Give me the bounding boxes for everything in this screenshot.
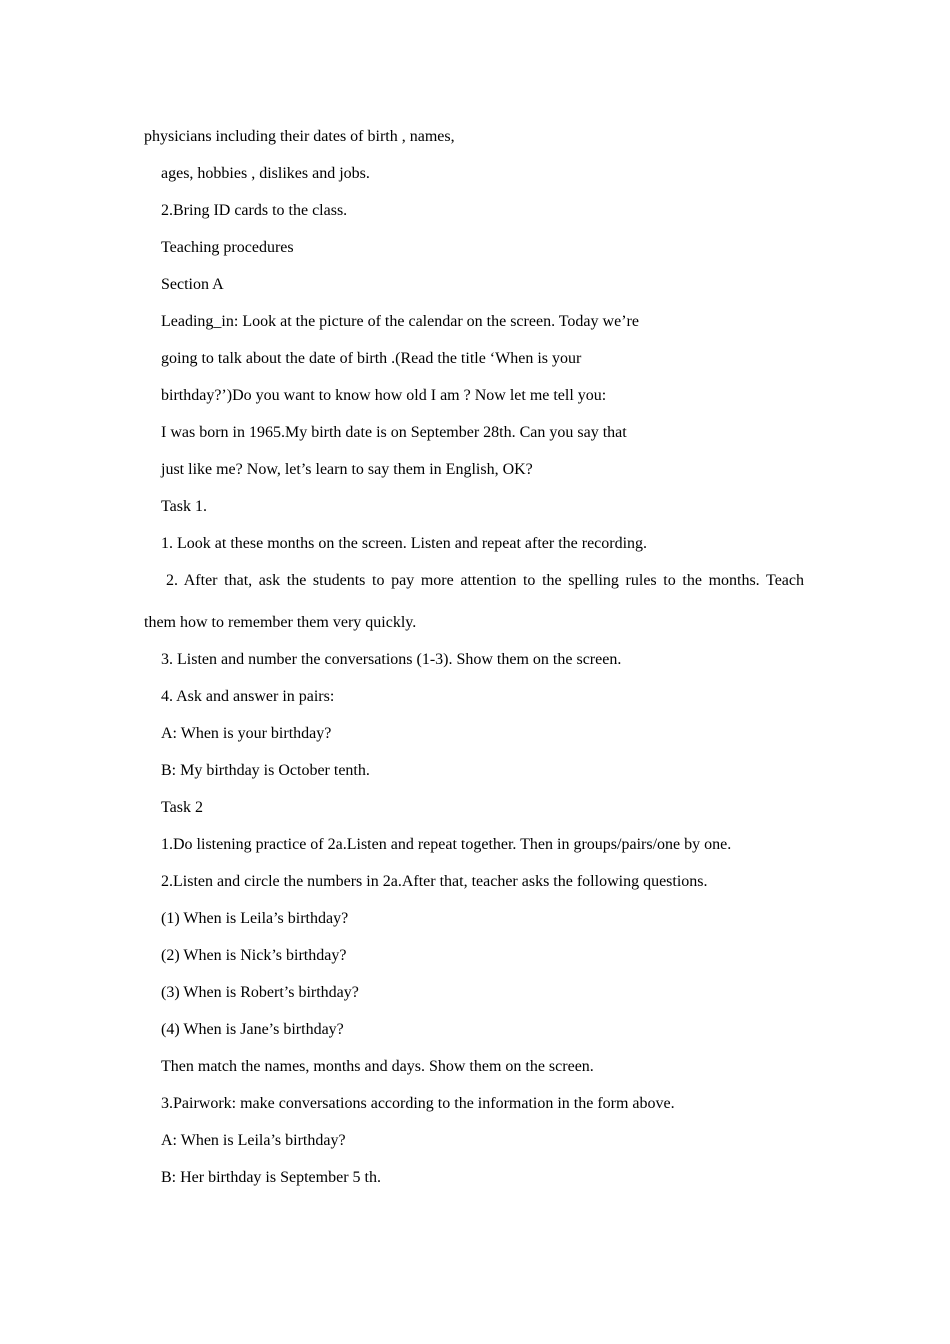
text-line: them how to remember them very quickly. [144,614,417,631]
text-line: 1.Do listening practice of 2a.Listen and repeat together. Then in groups/pairs/one by one. [161,836,732,853]
question-line: (2) When is Nick’s birthday? [161,947,347,964]
text-line: physicians including their dates of birth , names, [144,128,455,145]
text-line: 3. Listen and number the conversations (1-3). Show them on the screen. [161,651,622,668]
question-line: (1) When is Leila’s birthday? [161,910,349,927]
task-heading: Task 1. [161,498,207,515]
text-line: 4. Ask and answer in pairs: [161,688,335,705]
dialogue-line: B: Her birthday is September 5 th. [161,1169,381,1186]
text-line: ages, hobbies , dislikes and jobs. [161,165,370,182]
text-line: birthday?’)Do you want to know how old I am ? Now let me tell you: [161,387,607,404]
question-line: (3) When is Robert’s birthday? [161,984,359,1001]
text-line: 2.Bring ID cards to the class. [161,202,348,219]
dialogue-line: A: When is Leila’s birthday? [161,1132,346,1149]
text-line: 2.Listen and circle the numbers in 2a.After that, teacher asks the following questions. [161,873,708,890]
text-line: 3.Pairwork: make conversations according to the information in the form above. [161,1095,675,1112]
task-heading: Task 2 [161,799,203,816]
question-line: (4) When is Jane’s birthday? [161,1021,344,1038]
text-line: I was born in 1965.My birth date is on September 28th. Can you say that [161,424,627,441]
dialogue-line: A: When is your birthday? [161,725,332,742]
section-heading: Teaching procedures [161,239,294,256]
dialogue-line: B: My birthday is October tenth. [161,762,370,779]
text-line: going to talk about the date of birth .(Read the title ‘When is your [161,350,582,367]
section-heading: Section A [161,276,224,293]
text-line: just like me? Now, let’s learn to say them in English, OK? [161,461,533,478]
text-line: 2. After that, ask the students to pay more attention to the spelling rules to the months. Teach [166,572,804,589]
text-line: Leading_in: Look at the picture of the calendar on the screen. Today we’re [161,313,639,330]
text-line: Then match the names, months and days. Show them on the screen. [161,1058,594,1075]
text-line: 1. Look at these months on the screen. Listen and repeat after the recording. [161,535,648,552]
